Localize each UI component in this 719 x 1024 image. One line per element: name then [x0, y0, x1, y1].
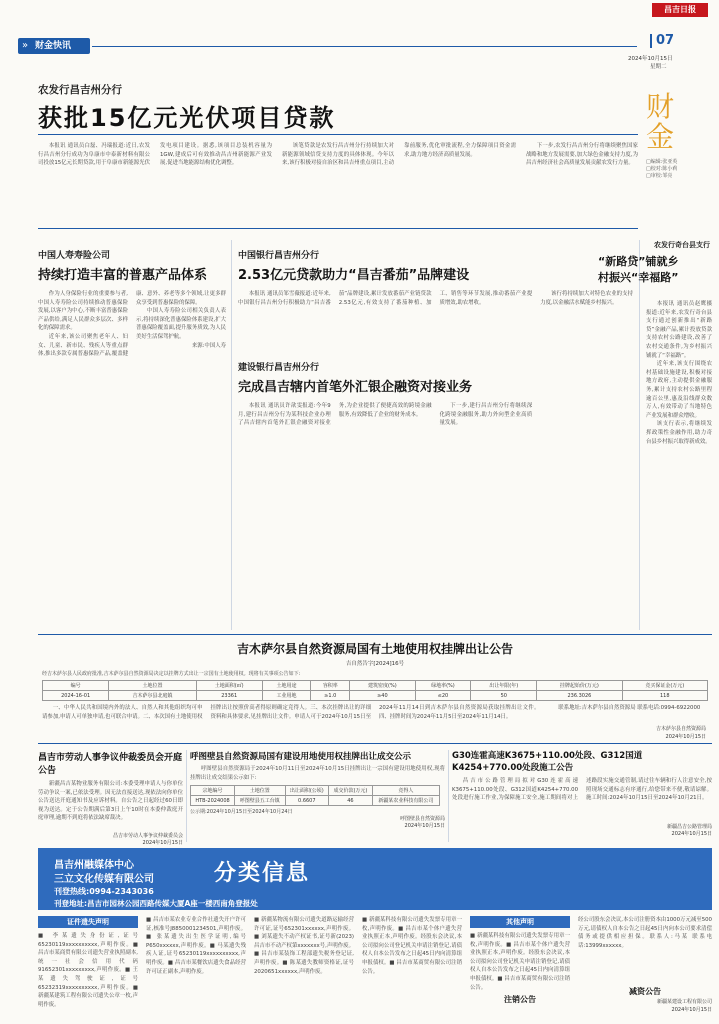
ccb-kicker: 建设银行昌吉州分行 — [238, 363, 320, 373]
boc-body: 本报讯 通讯员邹雪薇报道:近年来,中国银行昌吉州分行积极助力“昌吉番茄”品牌建设,累计发放番茄产业链贷款2.53亿元,有效支持了番茄种植、加工、销售等环节发展,推动番茄产业提质增效,助农增收。 该行将持续加大对特色农业的支持力度,以金融活水赋能乡村振兴。 — [238, 291, 633, 306]
reduce-heading: 减资公告 — [629, 987, 661, 996]
table-row: HTB-2024008 呼图壁县五工台镇 0.6607 46 新疆某农业科技有限公司 — [191, 796, 440, 806]
renshou-source: 来源:中国人寿 — [191, 342, 226, 349]
g30-box: G30连霍高速K3675+110.00处段、G312国道K4254+770.00处段施工公告 昌吉市公路管理局拟对G30连霍高速K3675+110.00处段、G312国道K4254+770.00处段进行施工作业,为保障施工安全,施工期间将对上述路段实施交通管制,请过往车辆和行人注意安全,按照现场交通标志有序通行,给您带来不便,敬请谅解。施工时间:2024年10月15日至2024年10月21日。 新疆昌吉公路管理局 2024年10月15日 — [452, 751, 712, 837]
classified-col-5: 经公司股东会决议,本公司注册资本由1000万元减至500万元,请债权人自本公告之日起45日内向本公司要求清偿债务或提供相应担保。联系人:马某 联系电话:13999xxxxxx。 — [578, 917, 712, 949]
lost-heading: 证件遗失声明 — [38, 916, 138, 928]
masthead — [0, 0, 719, 70]
classified-col-3: ■ 新疆某物流有限公司遗失道路运输经营许可证,证号652301xxxxxx,声明作废。■ 刘某遗失不动产权证书,证号新(2023)昌吉市不动产权第xxxxxxx号,声明作废。■ 昌吉市某装饰工程部遗失税务登记证,声明作废。■ 陈某遗失教师资格证,证号2020651xxxxxx,声明作废。 — [254, 917, 354, 975]
classified-col-4: ■ 新疆某科技有限公司遗失发票专用章一枚,声明作废。■ 昌吉市某个体户遗失营业执照正本,声明作废。经股东会决议,本公司拟向公司登记机关申请注销登记,请债权人自本公告发布之日起45日内向清算组申报债权。■ 昌吉市某商贸有限公司注销公告。 — [362, 917, 462, 975]
notice-table: 编号 土地位置 土地面积(㎡) 土地用途 容积率 建筑密度(%) 绿地率(%) 出让年限(年) 挂牌起始价(万元) 竞买保证金(万元) 2024-16-01 吉木萨尔县北庭镇 23361 工业用地 ≥1.0 ≥40 ≤20 50 236.3026 118 — [42, 680, 708, 701]
other-heading: 其他声明 — [470, 916, 570, 928]
classified-phone: 0994-2343036 — [89, 887, 154, 896]
classified-col-2: ■ 昌吉市某农业专业合作社遗失开户许可证,核准号J8850001234501,声明作废。■ 张某遗失出生医学证明,编号P650xxxxxx,声明作废。■ 马某遗失残疾人证,证号65230119xxxxxxxxxx,声明作废。■ 昌吉市某餐饮店遗失食品经营许可证正副本,声明作废。 — [146, 917, 246, 975]
hutubi-box: 呼图壁县自然资源局国有建设用地使用权挂牌出让成交公示 呼图壁县自然资源局于2024年10月11日至2024年10月15日挂牌出让一宗国有建设用地使用权,现将挂牌出让成交结果公示如下: 宗地编号 土地位置 出让面积(公顷) 成交价款(万元) 竞得人 HTB-2024008 呼图壁县五工台镇 0.6607 46 新疆某农业科技有限公司 公示期:2024年10月15日至2024年10月24日 呼图壁县自然资源局 2024年10月15日 — [190, 752, 445, 829]
table-row: 2024-16-01 吉木萨尔县北庭镇 23361 工业用地 ≥1.0 ≥40 ≤20 50 236.3026 118 — [43, 691, 708, 701]
lead-title: 获批15亿元光伏项目贷款 — [38, 104, 336, 132]
notice-intro: 经吉木萨尔县人民政府批准,吉木萨尔县自然资源局决定以挂牌方式出让一宗国有土地使用权。现将有关事项公告如下: — [42, 671, 301, 677]
labor-box: 昌吉市劳动人事争议仲裁委员会开庭公告 新疆昌吉某物业服务有限公司:本委受理申请人与你单位劳动争议一案,已依法受理。因无法直接送达,现依法向你单位公告送达开庭通知书及应诉材料。自公告之日起经过60日即视为送达。定于公告期满后第3日上午10时在本委仲裁庭开庭审理,逾期不到庭将依法缺席裁决。 昌吉市劳动人事争议仲裁委员会 2024年10月15日 — [38, 750, 183, 842]
banner-big-text: 财金 — [646, 90, 675, 153]
lead-body: 本报讯 通讯员白磊、冯瑞报道:近日,农发行昌吉州分行成功为阜康市中泰新材料有限公司投放15亿元长期贷款,用于阜康市新能源光伏发电项目建设。据悉,该项目总装机容量为1GW,建成后可有效推动昌吉州新能源产业发展,促进当地能源结构优化调整。 该笔贷款是农发行昌吉州分行持续加大对新能源领域信贷支持力度的具体体现。今年以来,该行积极对接自治区和昌吉州重点项目,主动靠前服务,优化审批流程,全力保障项目资金需求,助力地方经济高质量发展。 下一步,农发行昌吉州分行将继续聚焦国家战略和地方发展需要,加大绿色金融支持力度,为昌吉州经济社会高质量发展贡献农发行力量。 — [38, 143, 638, 167]
rural-title: “新路贷”铺就乡 村振兴“幸福路” — [598, 255, 679, 284]
hutubi-table: 宗地编号 土地位置 出让面积(公顷) 成交价款(万元) 竞得人 HTB-2024008 呼图壁县五工台镇 0.6607 46 新疆某农业科技有限公司 — [190, 785, 440, 806]
issue-weekday: 星期二 — [650, 64, 667, 70]
section-tag — [18, 38, 90, 54]
paper-logo: 昌吉日报 — [652, 3, 708, 17]
ccb-title: 完成昌吉辖内首笔外汇银企融资对接业务 — [238, 380, 473, 395]
classified-phone-row: 刊登热线:0994-2343036 — [54, 887, 154, 896]
labor-title: 昌吉市劳动人事争议仲裁委员会开庭公告 — [38, 753, 183, 776]
notice-sign-org: 吉木萨尔县自然资源局 — [655, 726, 706, 732]
rural-kicker: 农发行奇台县支行 — [654, 241, 710, 249]
notice-title: 吉木萨尔县自然资源局国有土地使用权挂牌出让公告 — [236, 642, 513, 656]
classified-addr: 昌吉市园林公园西路传媒大厦A座一楼西南角登报处 — [87, 899, 258, 908]
side-banner: 财金 □编辑:张亚英 □校对:陈小莉 □审校:邹亮 — [646, 90, 678, 179]
notice-box — [38, 634, 712, 744]
issue-date: 2024年10月15日 — [628, 56, 673, 62]
page-number: 07 — [650, 34, 674, 48]
cancel-heading: 注销公告 — [504, 995, 536, 1004]
g30-title: G30连霍高速K3675+110.00处段、G312国道K4254+770.00处段施工公告 — [452, 751, 643, 773]
classified-col-1: ■ 李某遗失身份证,证号65230119xxxxxxxxxx,声明作废。■ 昌吉市某商贸有限公司遗失营业执照副本,统一社会信用代码91652301xxxxxxxxx,声明作废。■ 王某遗失驾驶证,证号65232319xxxxxxxxxx,声明作废。■ 新疆某建筑工程有限公司遗失公章一枚,声明作废。 — [38, 933, 138, 1008]
section-name: 财金快讯 — [35, 41, 72, 51]
hutubi-title: 呼图壁县自然资源局国有建设用地使用权挂牌出让成交公示 — [190, 752, 412, 762]
rural-body: 本报讯 通讯员赵鹰摄报道:近年来,农发行奇台县支行通过创新推出“新路贷”金融产品,累计投放贷款支持农村公路建设,改善了农村交通条件,为乡村振兴铺就了“幸福路”。 近年来,该支行围绕农村基础设施建设,积极对接地方政府,主动提供金融服务,累计支持农村公路里程逾百公里,惠及沿线群众数万人,有效带动了当地特色产业发展和群众增收。 该支行表示,将继续发挥政策性金融作用,助力奇台县乡村振兴取得新成效。 — [646, 301, 712, 445]
double-chevron-icon: » — [22, 40, 29, 51]
classified-org-1: 昌吉州融媒体中心 — [54, 860, 134, 871]
renshou-kicker: 中国人寿寿险公司 — [38, 251, 111, 261]
notice-subtitle: 吉自然告字[2024]16号 — [345, 661, 405, 667]
classified-banner — [38, 848, 712, 910]
renshou-body: 作为人身保险行业的重要参与者,中国人寿寿险公司持续推动普惠保险发展,以客户为中心,不断丰富普惠保险产品供给,满足人民群众多层次、多样化的保障需求。 近年来,该公司聚焦老年人、妇女、儿童、新市民、残疾人等重点群体,推出多款专属普惠保险产品,覆盖健康、意外、养老等多个领域,让更多群众享受到普惠保险的保障。 中国人寿寿险公司相关负责人表示,将持续深化普惠保险体系建设,扩大普惠保险覆盖面,提升服务质效,为人民美好生活保驾护航。 来源:中国人寿 — [38, 291, 226, 358]
boc-title: 2.53亿元贷款助力“昌吉番茄”品牌建设 — [238, 268, 470, 283]
renshou-title: 持续打造丰富的普惠产品体系 — [38, 268, 208, 283]
notice-body: 一、中华人民共和国境内外的法人、自然人和其他组织均可申请参加,申请人可单独申请,也可联合申请。二、本次国有土地使用权挂牌出让按照价高者得原则确定竞得人。三、本次挂牌出让的详细资料和具体要求,见挂牌出让文件。申请人可于2024年10月15日至2024年11月14日到吉木萨尔县自然资源局获取挂牌出让文件。四、挂牌时间为2024年11月5日至2024年11月14日。 联系地址:吉木萨尔县自然资源局 联系电话:0994-6922000 — [42, 705, 701, 720]
lead-kicker: 农发行昌吉州分行 — [38, 84, 122, 96]
classified-title: 分类信息 — [214, 861, 311, 886]
ccb-body: 本报讯 通讯员许歆雯报道:今年9月,建行昌吉州分行为某科技企业办理了昌吉辖内首笔外汇银企融资对接业务,为企业提供了便捷高效的跨境金融服务,有效降低了企业的财务成本。 下一步,建行昌吉州分行将继续深化跨境金融服务,助力外向型企业高质量发展。 — [238, 403, 533, 427]
classified-addr-row: 刊登地址:昌吉市园林公园西路传媒大厦A座一楼西南角登报处 — [54, 899, 258, 908]
notice-sign-date: 2024年10月15日 — [665, 734, 706, 740]
boc-kicker: 中国银行昌吉州分行 — [238, 251, 320, 261]
classified-org-2: 三立文化传媒有限公司 — [54, 874, 154, 885]
